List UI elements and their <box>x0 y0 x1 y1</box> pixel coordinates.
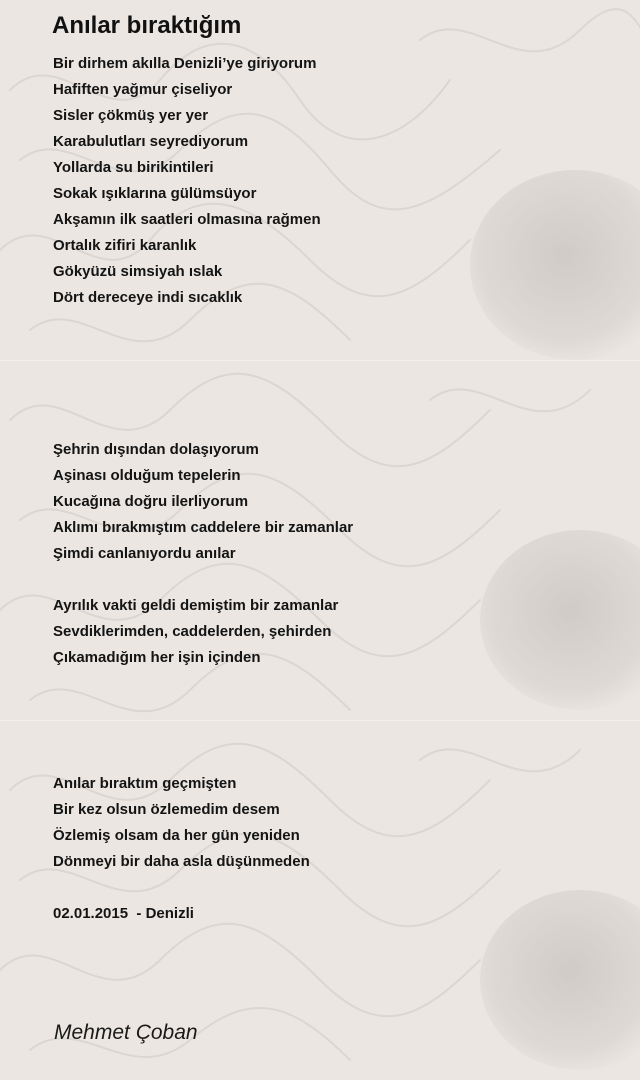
poem-stanza <box>53 51 321 311</box>
poem-line: Gökyüzü simsiyah ıslak <box>53 263 223 280</box>
poem-line: Kucağına doğru ilerliyorum <box>53 493 249 510</box>
poem-line: Anılar bıraktım geçmişten <box>53 775 237 792</box>
poem-line: Bir dirhem akılla Denizli’ye giriyorum <box>53 55 317 72</box>
poem-line: Aşinası olduğum tepelerin <box>53 467 241 484</box>
poem-line: Sokak ışıklarına gülümsüyor <box>53 185 257 202</box>
poem-title: Anılar bıraktığım <box>52 12 242 39</box>
poem-line: Ortalık zifiri karanlık <box>53 237 197 254</box>
poem-line: Özlemiş olsam da her gün yeniden <box>53 827 300 844</box>
poem-line: Karabulutları seyrediyorum <box>53 133 249 150</box>
poem-line: Sisler çökmüş yer yer <box>53 107 209 124</box>
poem-line: Şehrin dışından dolaşıyorum <box>53 441 259 458</box>
poem-line: Yollarda su birikintileri <box>53 159 214 176</box>
poem-stanza <box>53 593 338 671</box>
poem-line: Akşamın ilk saatleri olmasına rağmen <box>53 211 321 228</box>
poem-line: Çıkamadığım her işin içinden <box>53 649 261 666</box>
poem-line: Sevdiklerimden, caddelerden, şehirden <box>53 623 332 640</box>
poem-line: Hafiften yağmur çiseliyor <box>53 81 233 98</box>
poem-author: Mehmet Çoban <box>54 1021 198 1044</box>
poem-date-location: 02.01.2015 - Denizli <box>53 905 194 922</box>
poem-line: Bir kez olsun özlemedim desem <box>53 801 280 818</box>
poem-line: Dört dereceye indi sıcaklık <box>53 289 243 306</box>
poem-line: Şimdi canlanıyordu anılar <box>53 545 236 562</box>
poem-line: Ayrılık vakti geldi demiştim bir zamanlar <box>53 597 339 614</box>
poem-line: Aklımı bırakmıştım caddelere bir zamanlar <box>53 519 354 536</box>
poem-line: Dönmeyi bir daha asla düşünmeden <box>53 853 310 870</box>
poem-stanza <box>53 771 310 875</box>
poem-stanza <box>53 437 353 567</box>
